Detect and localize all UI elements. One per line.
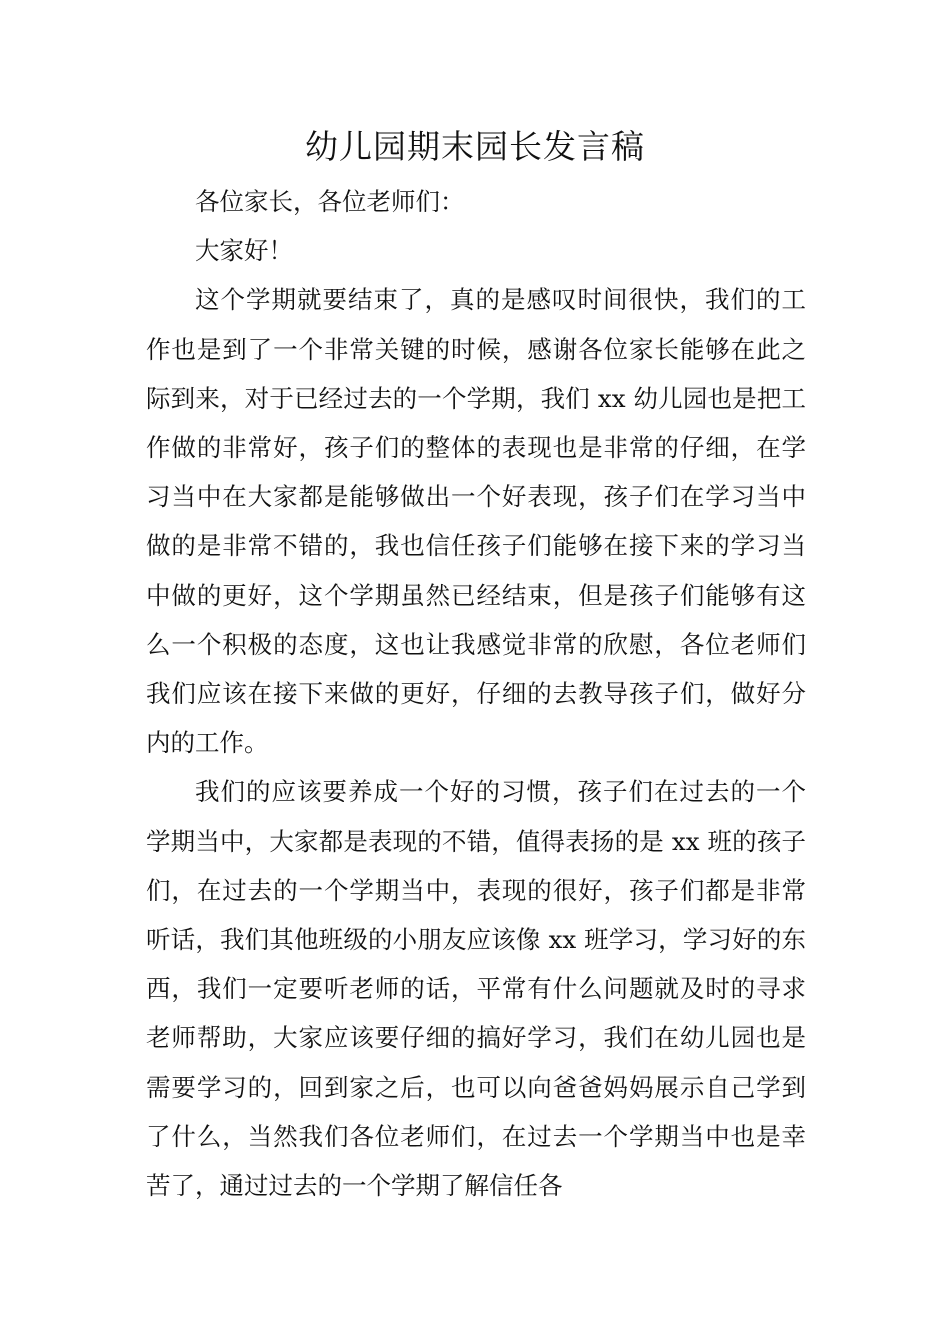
paragraph-1: 这个学期就要结束了，真的是感叹时间很快，我们的工作也是到了一个非常关键的时候，感谢各位家长能够在此之际到来，对于已经过去的一个学期，我们 xx 幼儿园也是把工作做的非常好，孩子们的整体的表现也是非常的仔细，在学习当中在大家都是能够做出一个好表现，孩子们在学习当中做的是非常不错的，我也信任孩子们能够在接下来的学习当中做的更好，这个学期虽然已经结束，但是孩子们能够有这么一个积极的态度，这也让我感觉非常的欣慰，各位老师们我们应该在接下来做的更好，仔细的去教导孩子们，做好分内的工作。 — [146, 285, 806, 758]
paragraph-2: 我们的应该要养成一个好的习惯，孩子们在过去的一个学期当中，大家都是表现的不错，值得表扬的是 xx 班的孩子们，在过去的一个学期当中，表现的很好，孩子们都是非常听话，我们其他班级的小朋友应该像 xx 班学习，学习好的东西，我们一定要听老师的话，平常有什么问题就及时的寻求老师帮助，大家应该要仔细的搞好学习，我们在幼儿园也是需要学习的，回到家之后，也可以向爸爸妈妈展示自己学到了什么，当然我们各位老师们，在过去一个学期当中也是幸苦了，通过过去的一个学期了解信任各 — [146, 777, 806, 1201]
greeting-line: 各位家长，各位老师们： — [195, 187, 465, 216]
document-title: 幼儿园期末园长发言稿 — [305, 127, 645, 166]
document-body — [146, 177, 806, 1210]
hello-line: 大家好！ — [195, 236, 293, 266]
